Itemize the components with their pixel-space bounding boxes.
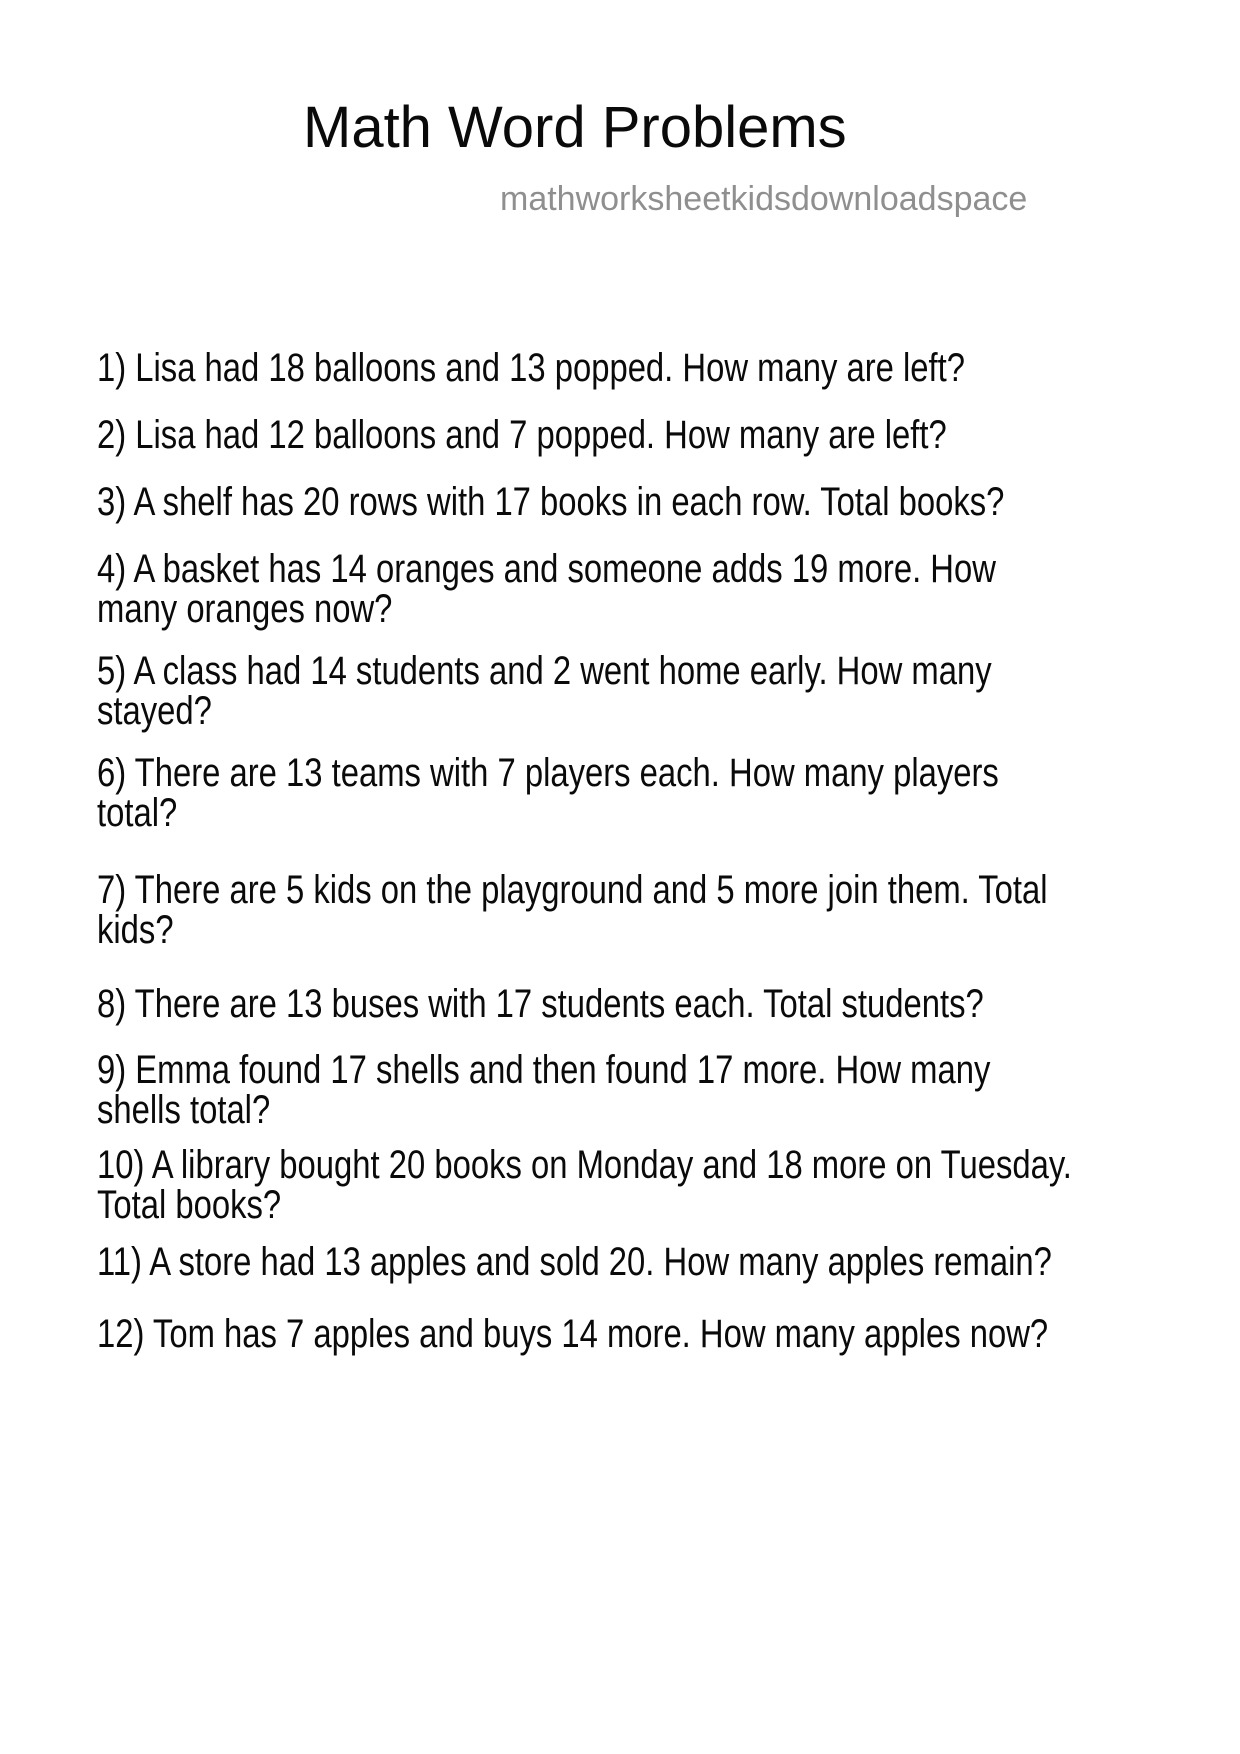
problem-4: 4) A basket has 14 oranges and someone adds 19 more. How many oranges now?	[97, 547, 996, 631]
page-title: Math Word Problems	[303, 95, 847, 160]
problem-5: 5) A class had 14 students and 2 went home early. How many stayed?	[97, 649, 992, 733]
problem-8: 8) There are 13 buses with 17 students each. Total students?	[97, 982, 984, 1026]
problem-10: 10) A library bought 20 books on Monday and 18 more on Tuesday. Total books?	[97, 1143, 1072, 1227]
problem-11: 11) A store had 13 apples and sold 20. How many apples remain?	[97, 1240, 1052, 1284]
problem-1: 1) Lisa had 18 balloons and 13 popped. How many are left?	[97, 346, 965, 390]
problem-3: 3) A shelf has 20 rows with 17 books in each row. Total books?	[97, 480, 1005, 524]
problem-12: 12) Tom has 7 apples and buys 14 more. How many apples now?	[97, 1312, 1049, 1356]
problem-2: 2) Lisa had 12 balloons and 7 popped. How many are left?	[97, 413, 947, 457]
problem-7: 7) There are 5 kids on the playground and 5 more join them. Total kids?	[97, 868, 1048, 952]
watermark-text: mathworksheetkidsdownloadspace	[500, 180, 1028, 218]
problem-6: 6) There are 13 teams with 7 players each. How many players total?	[97, 751, 999, 835]
problem-9: 9) Emma found 17 shells and then found 17 more. How many shells total?	[97, 1048, 991, 1132]
